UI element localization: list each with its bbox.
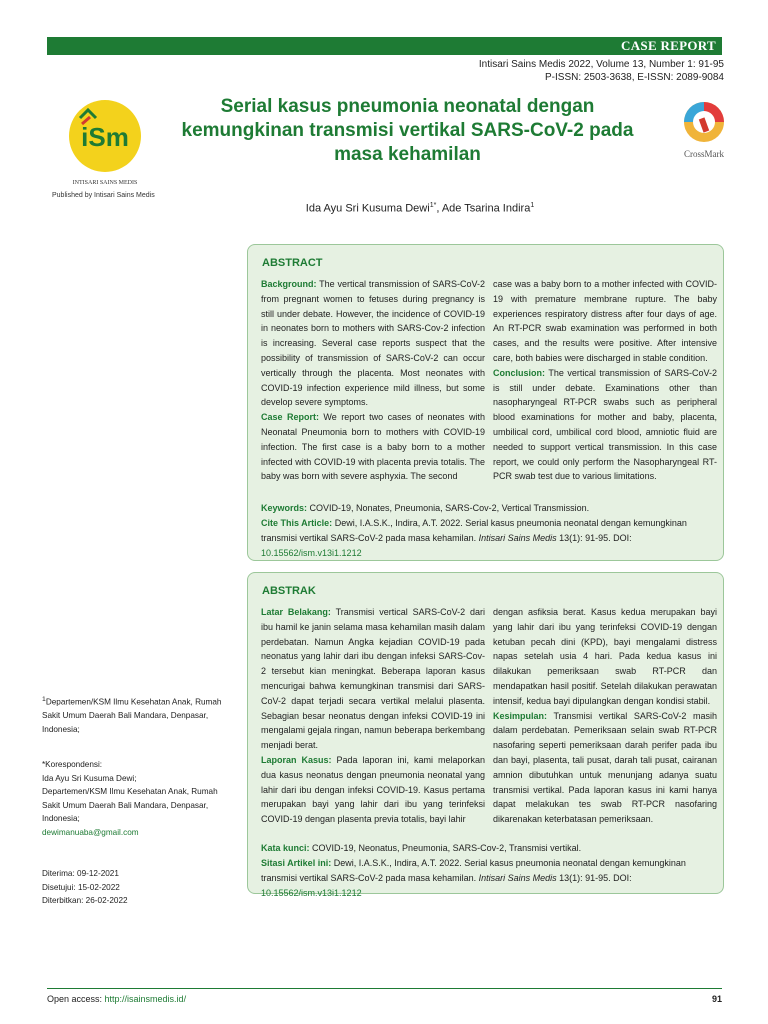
- abstrak-box: [247, 572, 724, 898]
- laporan-text: Pada laporan ini, kami melaporkan dua kasus neonatus dengan pneumonia neonatal yang lahir dari ibu dengan infeksi COVID-19. Kasus pertama merupakan bayi yang lahir dari ibu yang terinfeksi COVID-19 dengan plasenta previa totalis, bayi lahir: [261, 754, 485, 825]
- svg-text:iSm: iSm: [81, 122, 129, 152]
- author-2: Ade Tsarina Indira: [441, 202, 531, 215]
- affiliation-marker: 1: [42, 696, 46, 703]
- article-type-label: CASE REPORT: [621, 38, 716, 53]
- conclusion-heading: Conclusion:: [493, 367, 545, 378]
- case-report-heading: Case Report:: [261, 412, 319, 423]
- latar-heading: Latar Belakang:: [261, 607, 331, 617]
- sitasi-volume: 13(1): 91-95. DOI:: [556, 873, 632, 883]
- crossmark-label: CrossMark: [684, 149, 724, 159]
- correspondence-label: *Korespondensi:: [42, 760, 103, 769]
- title-line-1: Serial kasus pneumonia neonatal dengan: [220, 96, 595, 117]
- abstract-right-column: [493, 277, 717, 484]
- correspondence-name: Ida Ayu Sri Kusuma Dewi;: [42, 773, 137, 783]
- kata-kunci-heading: Kata kunci:: [261, 843, 310, 853]
- header-bar: [47, 37, 722, 55]
- journal-url-link[interactable]: http://isainsmedis.id/: [104, 994, 187, 1004]
- background-text: The vertical transmission of SARS-CoV-2 from pregnant women to fetuses during pregnancy is still under debate. However, the incidence of COVID-19 in neonates born to mothers with SARS-Cov-2 infection is increasing. Several case reports suspect that the possibility of transmission of SARS-CoV-2 can occur vertically through the placenta. Most neonates with COVID-19 infection experience mild illness, but some develop severe symptoms.: [261, 279, 485, 408]
- author-1-affil: 1*: [429, 202, 437, 209]
- abstrak-left-column: [261, 605, 485, 827]
- title-line-2: kemungkinan transmisi vertikal SARS-CoV-2 pada: [181, 120, 634, 141]
- sitasi-journal: Intisari Sains Medis: [478, 873, 557, 883]
- page-number: 91: [711, 994, 722, 1004]
- laporan-continued: dengan asfiksia berat. Kasus kedua merupakan bayi yang lahir dari ibu yang terinfeksi COVID-19 dengan ketuban pecah dini (KPD), bayi mengalami distress napas setelah usia 4 hari. Pada kedua kasus ini dilakukan pemeriksaan swab RT-PCR dan mendapatkan hasil positif. Setelah dilakukan perawatan intensif, kedua bayi dipulangkan dengan kondisi stabil.: [493, 607, 717, 706]
- date-accepted: Disetujui: 15-02-2022: [42, 882, 120, 892]
- author-list: [160, 202, 680, 215]
- footer-rule: [47, 988, 722, 989]
- background-heading: Background:: [261, 279, 317, 289]
- correspondence-email-link[interactable]: dewimanuaba@gmail.com: [42, 827, 139, 837]
- affiliation-text: Departemen/KSM Ilmu Kesehatan Anak, Rumah Sakit Umum Daerah Bali Mandara, Denpasar, Indonesia;: [42, 697, 222, 734]
- keywords-block: [261, 501, 711, 561]
- latar-text: Transmisi vertical SARS-CoV-2 dari ibu hamil ke janin selama masa kehamilan masih dalam perdebatan. Namun Angka kejadian COVID-19 pada neonatus yang lahir dari ibu dengan infeksi SARS-Cov-2 tersebut kian meningkat. Beberapa laporan kasus mencurigai bahwa kemungkinan transmisi dari SARS-CoV-2 dapat terjadi secara vertikal melalui plasenta. Sebagian besar neonatus dengan infeksi COVID-19 ini mengalami gejala ringan, namun beberapa berkembang menjadi berat.: [261, 607, 485, 751]
- journal-citation: Intisari Sains Medis 2022, Volume 13, Number 1: 91-95: [478, 59, 724, 70]
- cite-heading: Cite This Article:: [261, 518, 333, 528]
- author-separator: ,: [436, 202, 442, 215]
- kata-kunci-block: [261, 841, 711, 901]
- kesimpulan-heading: Kesimpulan:: [493, 710, 548, 721]
- logo-caption: INTISARI SAINS MEDIS: [72, 180, 138, 186]
- sitasi-text: Dewi, I.A.S.K., Indira, A.T. 2022. Serial kasus pneumonia neonatal dengan kemungkinan transmisi vertikal SARS-CoV-2 pada masa kehamilan.: [261, 858, 686, 883]
- conclusion-text: The vertical transmission of SARS-CoV-2 is still under debate. Examinations other than nasopharyngeal RT-PCR swabs such as peripheral blood examinations for mother and baby, placenta, umbilical cord, umbilical cord blood, amniotic fluid are needed to support vertical transmission. In this case report, we could only perform the Nasopharyngeal RT-PCR swab test due to various limitations.: [493, 367, 717, 482]
- cite-volume: 13(1): 91-95. DOI:: [556, 533, 632, 543]
- cite-doi-link[interactable]: 10.15562/ism.v13i1.1212: [261, 548, 362, 558]
- laporan-heading: Laporan Kasus:: [261, 754, 332, 765]
- sitasi-heading: Sitasi Artikel ini:: [261, 858, 332, 868]
- author-1: Ida Ayu Sri Kusuma Dewi: [305, 202, 430, 215]
- affiliation-note: [42, 693, 232, 736]
- abstract-heading: ABSTRACT: [262, 257, 323, 269]
- open-access-label: Open access:: [47, 994, 105, 1004]
- abstract-box: [247, 244, 724, 561]
- date-received: Diterima: 09-12-2021: [42, 869, 119, 878]
- publisher-note: Published by Intisari Sains Medis: [52, 192, 155, 199]
- correspondence-affiliation: Departemen/KSM Ilmu Kesehatan Anak, Rumah Sakit Umum Daerah Bali Mandara, Denpasar, Indonesia;: [42, 787, 218, 823]
- case-report-text: We report two cases of neonates with Neonatal Pneumonia born to mothers with COVID-19 infection. The first case is a baby born to a mother infected with COVID-19 with placenta previa totalis. The baby was born with severe asphyxia. The second: [261, 412, 485, 482]
- footer-open-access: [47, 994, 186, 1004]
- cite-journal: Intisari Sains Medis: [478, 533, 557, 543]
- abstrak-heading: ABSTRAK: [262, 585, 316, 597]
- article-dates: [42, 867, 232, 908]
- kata-kunci-text: COVID-19, Neonatus, Pneumonia, SARS-Cov-2, Transmisi vertikal.: [309, 843, 582, 853]
- cite-text: Dewi, I.A.S.K., Indira, A.T. 2022. Serial kasus pneumonia neonatal dengan kemungkinan transmisi vertikal SARS-CoV-2 pada masa kehamilan.: [261, 518, 687, 543]
- title-line-3: masa kehamilan: [334, 144, 481, 165]
- abstrak-right-column: [493, 605, 717, 827]
- journal-issn: P-ISSN: 2503-3638, E-ISSN: 2089-9084: [545, 72, 724, 83]
- crossmark-icon[interactable]: [676, 100, 732, 160]
- author-2-affil: 1: [530, 202, 535, 209]
- correspondence-note: [42, 758, 232, 839]
- article-title: [165, 95, 650, 167]
- sitasi-doi-link[interactable]: 10.15562/ism.v13i1.1212: [261, 888, 362, 898]
- keywords-text: COVID-19, Nonates, Pneumonia, SARS-Cov-2, Vertical Transmission.: [307, 503, 590, 513]
- kesimpulan-text: Transmisi vertikal SARS-CoV-2 masih dalam perdebatan. Pemeriksaan selain swab RT-PCR nasofaring seperti pemeriksaan darah perifer pada ibu dan bayi, plasenta, tali pusat, darah tali pusat, cairanan amnion dibutuhkan untuk menunjang adanya suatu transmisi vertikal. Pada laporan kasus ini kami hanya dapat melakukan tes swab RT-PCR nasofaring dikarenakan keterbatasan pemeriksaan.: [493, 710, 717, 825]
- journal-info: [479, 58, 724, 84]
- keywords-heading: Keywords:: [261, 503, 308, 513]
- case-report-continued: case was a baby born to a mother infected with COVID-19 with premature membrane rupture. The baby experiences respiratory distress after four days of age. An RT-PCR swab examination was performed in both cases, and the results were positive. After intensive care, both babies were discharged in stable condition.: [493, 279, 717, 363]
- date-published: Diterbitkan: 26-02-2022: [42, 896, 128, 905]
- abstract-left-column: [261, 277, 485, 484]
- ism-logo: [62, 98, 152, 188]
